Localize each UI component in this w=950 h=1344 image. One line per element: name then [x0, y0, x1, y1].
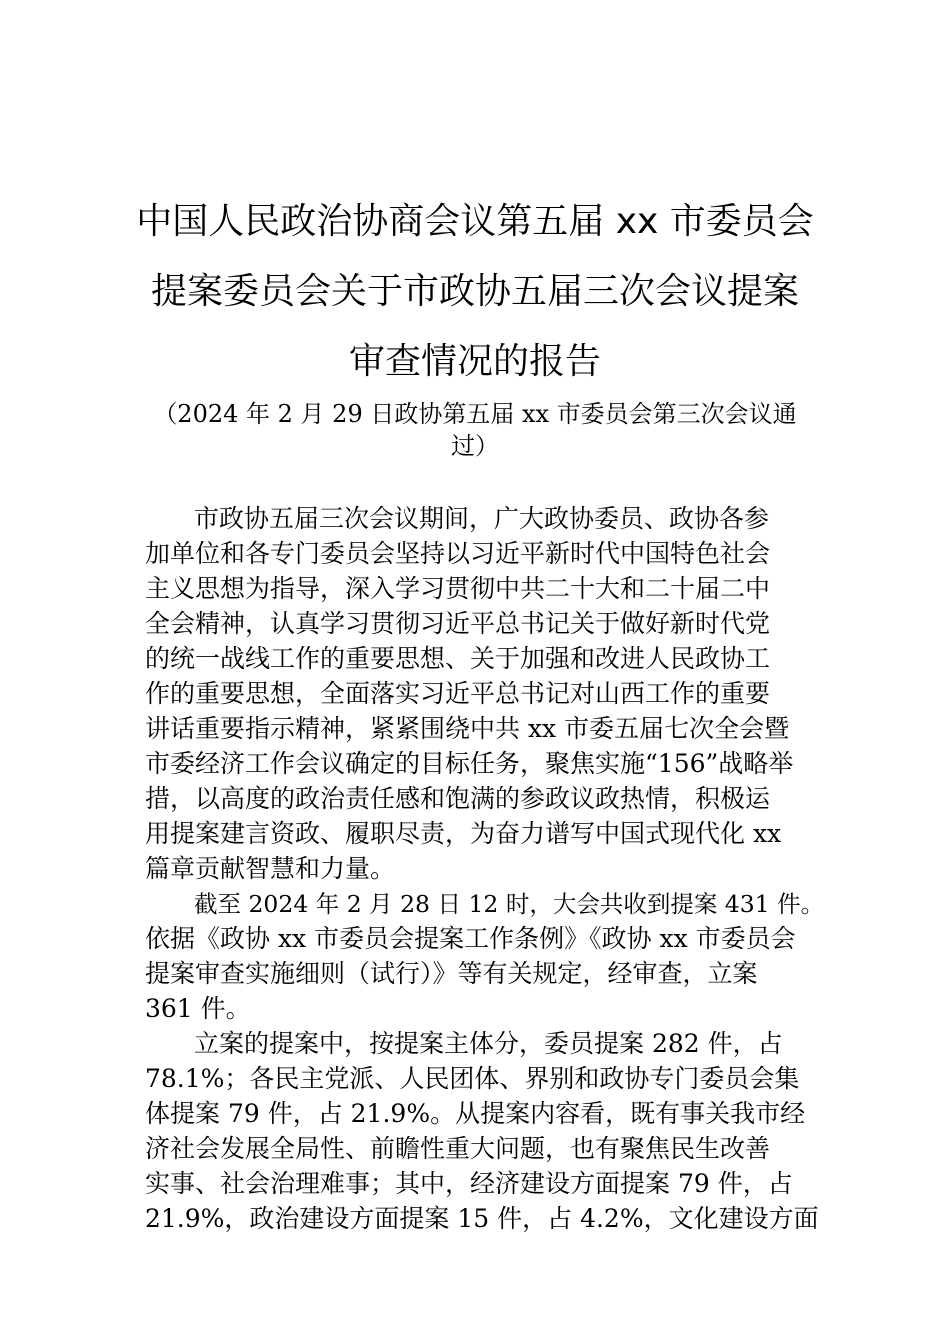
body-text-line: 截至 2024 年 2 月 28 日 12 时，大会共收到提案 431 件。	[194, 890, 825, 918]
report-title-line-1: 中国人民政治协商会议第五届 xx 市委员会	[136, 201, 814, 242]
body-text-line: 的统一战线工作的重要思想、关于加强和改进人民政协工	[145, 644, 771, 673]
body-text-line: 立案的提案中，按提案主体分，委员提案 282 件，占	[194, 1029, 783, 1058]
body-text-line: 市政协五届三次会议期间，广大政协委员、政协各参	[194, 504, 770, 533]
body-text-line: 依据《政协 xx 市委员会提案工作条例》《政协 xx 市委员会	[145, 924, 796, 953]
body-text-line: 加单位和各专门委员会坚持以习近平新时代中国特色社会	[145, 539, 771, 568]
body-text-line: 篇章贡献智慧和力量。	[145, 854, 396, 883]
body-text-line: 体提案 79 件，占 21.9%。从提案内容看，既有事关我市经	[145, 1099, 806, 1128]
report-subtitle-line-1: （2024 年 2 月 29 日政协第五届 xx 市委员会第三次会议通	[153, 400, 797, 428]
body-text-line: 361 件。	[145, 994, 251, 1023]
body-text-line: 提案审查实施细则（试行）》等有关规定，经审查，立案	[145, 959, 758, 988]
body-text-line: 措，以高度的政治责任感和饱满的参政议政热情，积极运	[145, 784, 771, 813]
report-title-line-2: 提案委员会关于市政协五届三次会议提案	[150, 271, 799, 312]
body-text-line: 全会精神，认真学习贯彻习近平总书记关于做好新时代党	[145, 609, 771, 638]
body-text-line: 主义思想为指导，深入学习贯彻中共二十大和二十届二中	[145, 574, 771, 603]
body-text-line: 市委经济工作会议确定的目标任务，聚焦实施“156”战略举	[145, 749, 794, 778]
body-text-line: 讲话重要指示精神，紧紧围绕中共 xx 市委五届七次全会暨	[145, 714, 790, 743]
body-text-line: 用提案建言资政、履职尽责，为奋力谱写中国式现代化 xx	[145, 819, 782, 848]
body-text-line: 作的重要思想，全面落实习近平总书记对山西工作的重要	[145, 679, 771, 708]
report-title-line-3: 审查情况的报告	[348, 341, 601, 382]
body-text-line: 实事、社会治理难事；其中，经济建设方面提案 79 件，占	[145, 1169, 793, 1198]
body-text-line: 21.9%，政治建设方面提案 15 件，占 4.2%，文化建设方面	[145, 1204, 819, 1233]
report-subtitle-line-2: 过）	[451, 432, 499, 460]
body-text-line: 济社会发展全局性、前瞻性重大问题，也有聚焦民生改善	[145, 1134, 771, 1163]
body-text-line: 78.1%；各民主党派、人民团体、界别和政协专门委员会集	[145, 1064, 800, 1093]
